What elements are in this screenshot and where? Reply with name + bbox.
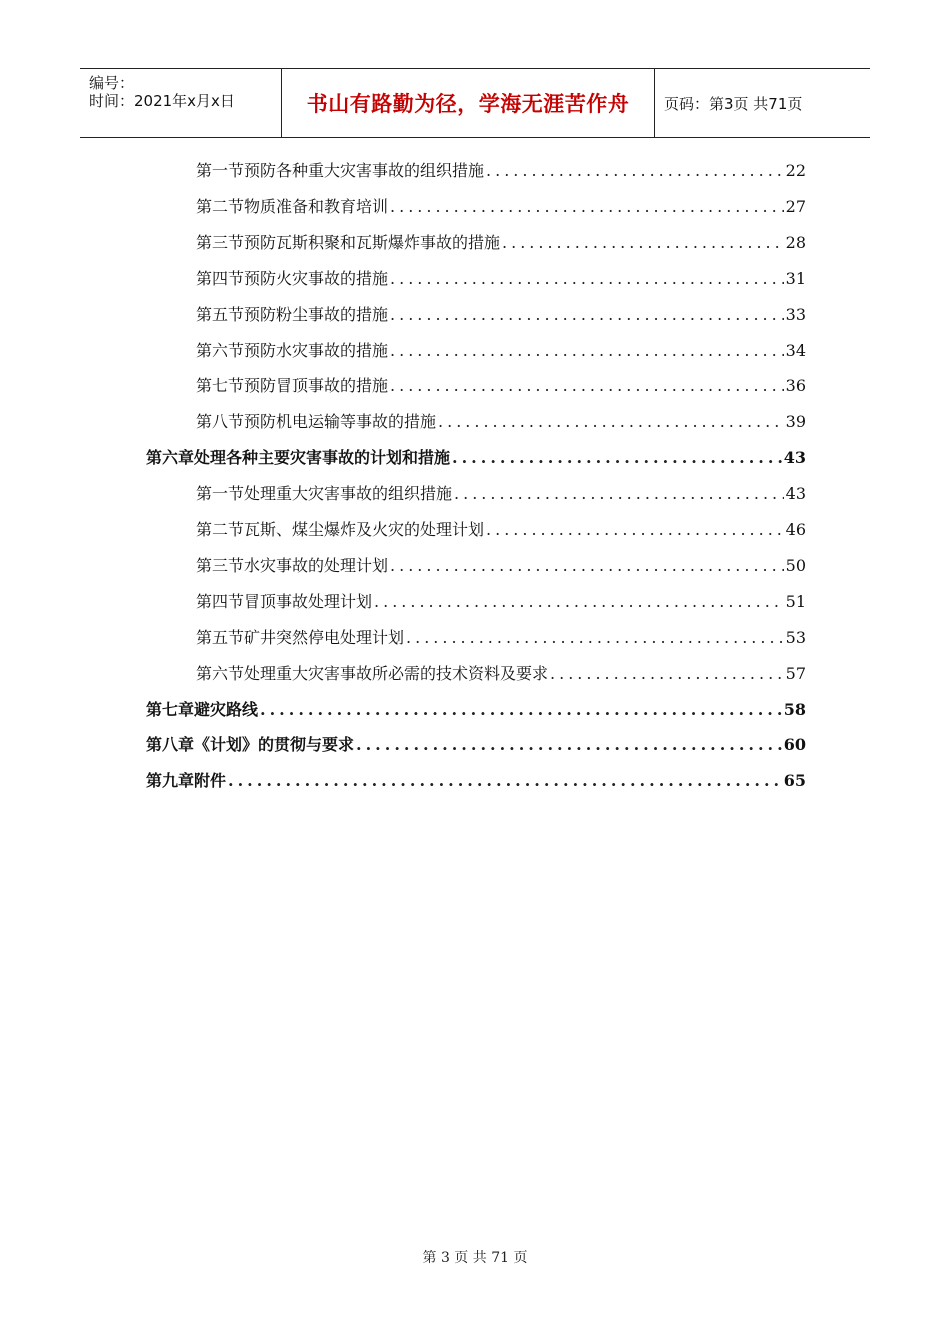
toc-entry-title: 瓦斯、煤尘爆炸及火灾的处理计划 xyxy=(244,520,485,539)
toc-section-entry[interactable] xyxy=(196,266,806,292)
toc-entry-title: 预防各种重大灾害事故的组织措施 xyxy=(244,161,485,180)
page-footer: 第 3 页 共 71 页 xyxy=(422,1250,528,1266)
toc-entry-page: 31 xyxy=(785,268,806,288)
toc-section-entry[interactable] xyxy=(196,589,806,615)
toc-chapter-entry[interactable] xyxy=(146,768,806,794)
document-number-label: 编号： xyxy=(89,74,135,92)
toc-entry-page: 22 xyxy=(785,161,806,180)
toc-leader-dots xyxy=(390,305,784,324)
header-meta-cell xyxy=(80,69,282,137)
toc-leader-dots xyxy=(486,520,784,539)
toc-section-entry[interactable] xyxy=(196,158,806,184)
toc-entry-number: 第一节 xyxy=(196,161,245,180)
toc-entry-page: 65 xyxy=(783,771,806,791)
toc-leader-dots xyxy=(502,233,784,252)
toc-entry-title: 冒顶事故处理计划 xyxy=(244,591,373,611)
toc-leader-dots xyxy=(390,269,784,288)
document-date-label: 时间：2021年x月x日 xyxy=(89,92,235,110)
toc-leader-dots xyxy=(454,484,784,503)
toc-entry-page: 36 xyxy=(785,376,806,396)
toc-chapter-entry[interactable] xyxy=(146,445,806,471)
toc-entry-page: 33 xyxy=(785,304,806,324)
toc-entry-number: 第三节 xyxy=(196,555,245,575)
page-header xyxy=(80,68,870,138)
toc-entry-page: 43 xyxy=(783,448,806,468)
toc-entry-number: 第七节 xyxy=(196,376,245,396)
toc-entry-page: 28 xyxy=(785,232,806,252)
toc-section-entry[interactable] xyxy=(196,553,806,579)
toc-entry-number: 第二节 xyxy=(196,520,245,539)
toc-entry-number: 第六章 xyxy=(146,448,195,468)
toc-section-entry[interactable] xyxy=(196,661,806,687)
toc-section-entry[interactable] xyxy=(196,194,806,220)
toc-leader-dots xyxy=(390,376,784,395)
toc-entry-page: 50 xyxy=(785,555,806,575)
toc-leader-dots xyxy=(260,700,782,719)
toc-leader-dots xyxy=(390,341,784,360)
toc-entry-page: 43 xyxy=(785,484,806,504)
toc-entry-title: 预防瓦斯积聚和瓦斯爆炸事故的措施 xyxy=(244,232,501,252)
header-page-info: 页码：第3页 共71页 xyxy=(664,94,803,113)
toc-entry-title: 处理重大灾害事故的组织措施 xyxy=(244,484,453,504)
toc-entry-title: 《计划》的贯彻与要求 xyxy=(194,735,355,755)
toc-leader-dots xyxy=(438,412,784,431)
toc-entry-number: 第四节 xyxy=(196,591,245,611)
toc-leader-dots xyxy=(374,592,784,611)
toc-entry-number: 第一节 xyxy=(196,484,245,504)
toc-entry-number: 第六节 xyxy=(196,340,245,360)
toc-section-entry[interactable] xyxy=(196,338,806,364)
toc-entry-title: 水灾事故的处理计划 xyxy=(244,555,389,575)
toc-entry-title: 避灾路线 xyxy=(194,699,259,719)
toc-leader-dots xyxy=(356,735,782,754)
toc-entry-title: 预防冒顶事故的措施 xyxy=(244,376,389,396)
toc-section-entry[interactable] xyxy=(196,481,806,507)
toc-entry-title: 预防粉尘事故的措施 xyxy=(244,304,389,324)
toc-entry-title: 预防水灾事故的措施 xyxy=(244,340,389,360)
toc-entry-number: 第二节 xyxy=(196,196,245,216)
toc-chapter-entry[interactable] xyxy=(146,697,806,723)
toc-section-entry[interactable] xyxy=(196,373,806,399)
toc-leader-dots xyxy=(228,771,782,790)
toc-entry-number: 第八节 xyxy=(196,412,245,432)
toc-leader-dots xyxy=(486,161,784,180)
toc-entry-title: 处理各种主要灾害事故的计划和措施 xyxy=(194,448,451,468)
toc-entry-number: 第九章 xyxy=(146,771,195,791)
toc-leader-dots xyxy=(452,448,782,467)
toc-entry-title: 预防火灾事故的措施 xyxy=(244,268,389,288)
toc-leader-dots xyxy=(390,197,784,216)
toc-leader-dots xyxy=(390,556,784,575)
toc-leader-dots xyxy=(406,628,784,647)
toc-section-entry[interactable] xyxy=(196,302,806,328)
toc-entry-page: 58 xyxy=(783,699,806,719)
toc-entry-page: 34 xyxy=(785,340,806,360)
toc-entry-number: 第五节 xyxy=(196,627,245,647)
toc-section-entry[interactable] xyxy=(196,230,806,256)
toc-leader-dots xyxy=(550,664,784,683)
toc-section-entry[interactable] xyxy=(196,625,806,651)
toc-entry-number: 第三节 xyxy=(196,232,245,252)
toc-entry-page: 53 xyxy=(785,627,806,647)
toc-entry-title: 矿井突然停电处理计划 xyxy=(244,627,405,647)
toc-entry-number: 第七章 xyxy=(146,699,195,719)
toc-entry-number: 第四节 xyxy=(196,268,245,288)
toc-entry-number: 第八章 xyxy=(146,735,195,755)
toc-section-entry[interactable] xyxy=(196,517,806,543)
toc-entry-title: 物质准备和教育培训 xyxy=(244,196,389,216)
toc-entry-page: 57 xyxy=(785,663,806,683)
toc-entry-title: 附件 xyxy=(194,771,227,791)
toc-entry-page: 60 xyxy=(783,735,806,755)
header-motto: 书山有路勤为径，学海无涯苦作舟 xyxy=(282,69,655,137)
toc-section-entry[interactable] xyxy=(196,409,806,435)
toc-entry-number: 第六节 xyxy=(196,663,245,683)
toc-entry-page: 51 xyxy=(785,591,806,611)
toc-entry-title: 预防机电运输等事故的措施 xyxy=(244,412,437,432)
toc-entry-title: 处理重大灾害事故所必需的技术资料及要求 xyxy=(244,663,549,683)
toc-chapter-entry[interactable] xyxy=(146,732,806,758)
toc-entry-page: 27 xyxy=(785,196,806,216)
toc-entry-number: 第五节 xyxy=(196,304,245,324)
toc-entry-page: 46 xyxy=(785,520,806,539)
toc-entry-page: 39 xyxy=(785,412,806,432)
